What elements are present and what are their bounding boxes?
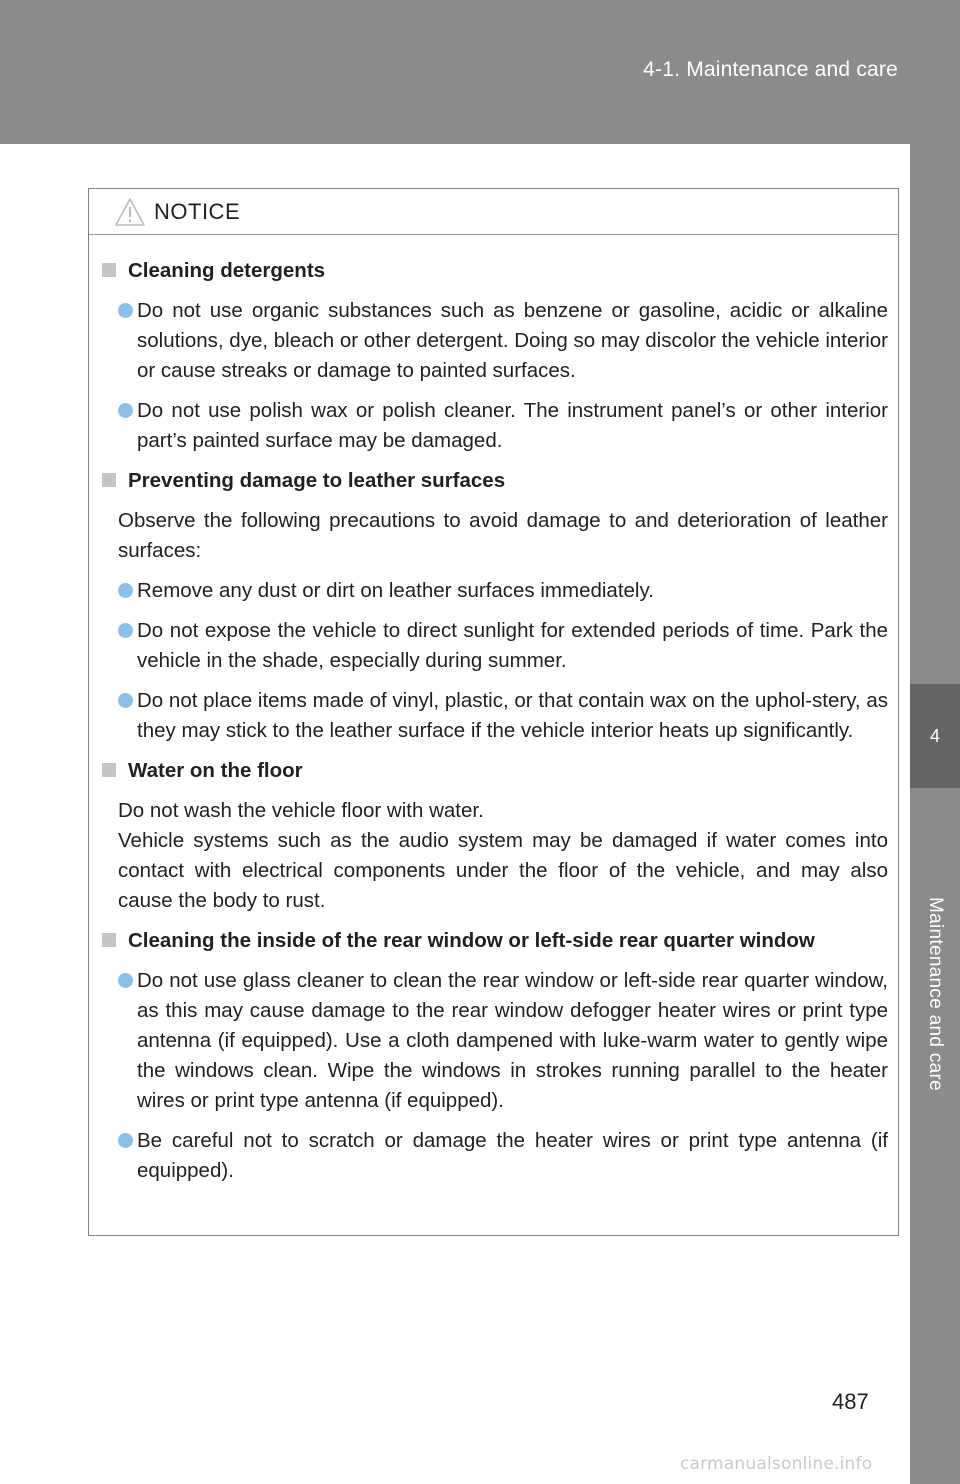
circle-bullet-icon xyxy=(118,973,133,988)
square-bullet-icon xyxy=(102,763,116,777)
section-paragraph: Vehicle systems such as the audio system may be damaged if water comes into contact with electrical components under the floor of the vehicle, and may also cause the body to rust. xyxy=(118,829,888,912)
section-paragraph: Observe the following precautions to avoid damage to and deterioration of leather surfaces: xyxy=(118,509,888,562)
chapter-number: 4 xyxy=(929,725,940,746)
square-bullet-icon xyxy=(102,933,116,947)
chapter-title: Maintenance and care xyxy=(925,896,946,1092)
square-bullet-icon xyxy=(102,473,116,487)
circle-bullet-icon xyxy=(118,583,133,598)
side-tab-upper xyxy=(910,144,960,684)
section-heading: Cleaning detergents xyxy=(99,256,888,286)
page-number: 487 xyxy=(832,1389,869,1414)
watermark: carmanualsonline.info xyxy=(680,1454,873,1474)
section-heading: Water on the floor xyxy=(99,756,888,786)
side-tab-lower xyxy=(910,788,960,1484)
list-item: Remove any dust or dirt on leather surfaces immediately. xyxy=(99,576,888,606)
circle-bullet-icon xyxy=(118,1133,133,1148)
circle-bullet-icon xyxy=(118,623,133,638)
section-title: 4-1. Maintenance and care xyxy=(643,58,898,81)
list-item: Do not use organic substances such as benzene or gasoline, acidic or alkaline solutions, dye, bleach or other detergent. Doing so may discolor the vehicle interior or cause streaks or damage to painted surfaces. xyxy=(99,296,888,386)
section-paragraph: Do not wash the vehicle floor with water. xyxy=(118,799,484,822)
square-bullet-icon xyxy=(102,263,116,277)
notice-header xyxy=(89,189,898,235)
list-item: Do not place items made of vinyl, plastic, or that contain wax on the uphol-stery, as they may stick to the leather surface if the vehicle interior heats up significantly. xyxy=(99,686,888,746)
notice-body xyxy=(89,235,898,1186)
notice-title: NOTICE xyxy=(154,199,241,224)
circle-bullet-icon xyxy=(118,693,133,708)
circle-bullet-icon xyxy=(118,403,133,418)
list-item: Be careful not to scratch or damage the heater wires or print type antenna (if equipped). xyxy=(99,1126,888,1186)
chapter-number-tab xyxy=(910,684,960,788)
list-item: Do not expose the vehicle to direct sunlight for extended periods of time. Park the vehicle in the shade, especially during summer. xyxy=(99,616,888,676)
list-item: Do not use polish wax or polish cleaner. The instrument panel’s or other interior part’s painted surface may be damaged. xyxy=(99,396,888,456)
circle-bullet-icon xyxy=(118,303,133,318)
warning-triangle-icon xyxy=(114,197,146,227)
list-item: Do not use glass cleaner to clean the rear window or left-side rear quarter window, as this may cause damage to the rear window defogger heater wires or print type antenna (if equipped). Use a cloth dampened with luke-warm water to gently wipe the windows clean. Wipe the windows in strokes running parallel to the heater wires or print type antenna (if equipped). xyxy=(99,966,888,1116)
section-heading: Preventing damage to leather surfaces xyxy=(99,466,888,496)
notice-box xyxy=(88,188,899,1236)
section-heading: Cleaning the inside of the rear window or left-side rear quarter window xyxy=(99,926,888,956)
